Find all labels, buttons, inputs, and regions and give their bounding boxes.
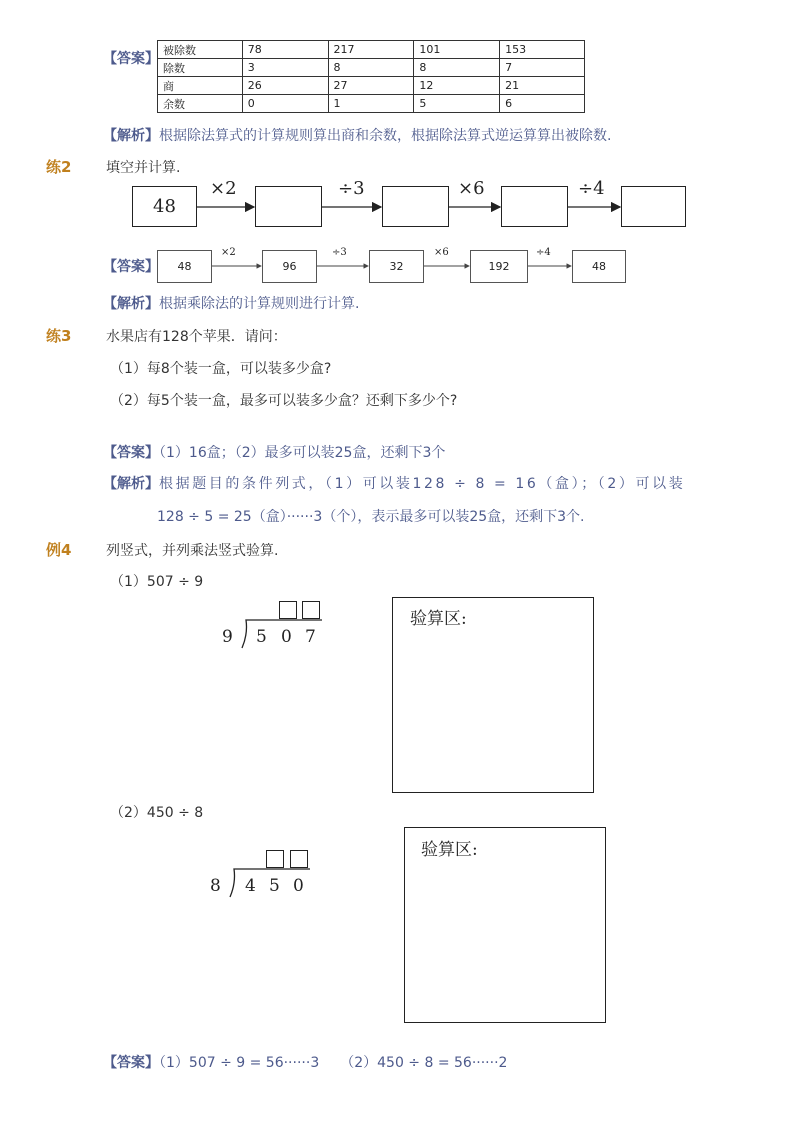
analysis-text: 根据乘除法的计算规则进行计算.	[159, 296, 360, 312]
answer-tag: 【答案】	[103, 259, 159, 275]
row-label: 余数	[158, 95, 243, 113]
cell: 1	[328, 95, 414, 113]
cell: 153	[500, 41, 585, 59]
answer-flow-box: 48	[572, 250, 626, 283]
quotient-blank[interactable]	[266, 850, 284, 868]
example-label-4: 例4	[46, 541, 72, 559]
exercise-label-2: 练2	[46, 158, 72, 176]
analysis-3	[103, 473, 685, 493]
cell: 7	[500, 59, 585, 77]
analysis-text: 根据题目的条件列式，（1）可以装128 ÷ 8 = 16（盒）；（2）可以装	[159, 476, 686, 492]
operator-label: ÷3	[338, 178, 365, 199]
row-label: 商	[158, 77, 243, 95]
cell: 27	[328, 77, 414, 95]
cell: 5	[414, 95, 500, 113]
answer-tag: 【答案】	[103, 445, 159, 461]
exercise-label-3: 练3	[46, 327, 72, 345]
row-label: 被除数	[158, 41, 243, 59]
example-4-text: 列竖式，并列乘法竖式验算.	[106, 543, 279, 559]
cell: 21	[500, 77, 585, 95]
cell: 26	[242, 77, 328, 95]
answer-text: （1）507 ÷ 9 = 56······3 （2）450 ÷ 8 = 56······2	[159, 1055, 508, 1071]
answer-4	[103, 1052, 507, 1072]
exercise-2-text: 填空并计算.	[106, 160, 181, 176]
answer-flow-box: 48	[157, 250, 212, 283]
operator-label: ÷4	[536, 247, 551, 258]
cell: 12	[414, 77, 500, 95]
cell: 101	[414, 41, 500, 59]
dividend-digit: 5	[269, 876, 280, 896]
analysis-tag: 【解析】	[103, 476, 159, 492]
cell: 0	[242, 95, 328, 113]
cell: 217	[328, 41, 414, 59]
answer-tag: 【答案】	[103, 51, 159, 67]
quotient-blank[interactable]	[302, 601, 320, 619]
operator-label: ÷3	[332, 247, 347, 258]
answer-3	[103, 442, 445, 462]
operator-label: ×6	[434, 247, 449, 258]
operator-label: ×6	[458, 178, 485, 199]
divisor: 9	[222, 627, 233, 647]
dividend-digit: 5	[256, 627, 267, 647]
question-1: （1）507 ÷ 9	[110, 574, 204, 590]
cell: 8	[328, 59, 414, 77]
analysis-text-line2: 128 ÷ 5 = 25（盒）······3（个），表示最多可以装25盒，还剩下3个.	[157, 509, 585, 525]
analysis-tag: 【解析】	[103, 128, 159, 144]
analysis-2	[103, 293, 359, 313]
dividend-digit: 4	[245, 876, 256, 896]
question-2: （2）每5个装一盒，最多可以装多少盒？还剩下多少个?	[110, 393, 458, 409]
dividend-digit: 7	[305, 627, 316, 647]
check-area-title: 验算区:	[410, 609, 467, 629]
answer-text: （1）16盒；（2）最多可以装25盒，还剩下3个	[159, 445, 446, 461]
operator-label: ×2	[221, 247, 236, 258]
row-label: 除数	[158, 59, 243, 77]
cell: 3	[242, 59, 328, 77]
operator-label: ÷4	[578, 178, 605, 199]
question-1: （1）每8个装一盒，可以装多少盒?	[110, 361, 332, 377]
analysis-tag: 【解析】	[103, 296, 159, 312]
answer-tag: 【答案】	[103, 1055, 159, 1071]
flow-start-box: 48	[132, 186, 197, 227]
cell: 8	[414, 59, 500, 77]
analysis-text: 根据除法算式的计算规则算出商和余数，根据除法算式逆运算算出被除数.	[159, 128, 612, 144]
answer-flow-box: 32	[369, 250, 424, 283]
check-area-title: 验算区:	[421, 840, 478, 860]
dividend-digit: 0	[281, 627, 292, 647]
operator-label: ×2	[210, 178, 237, 199]
divisor: 8	[210, 876, 221, 896]
answer-flow-box: 192	[470, 250, 528, 283]
cell: 6	[500, 95, 585, 113]
dividend-digit: 0	[293, 876, 304, 896]
question-2: （2）450 ÷ 8	[110, 805, 204, 821]
quotient-blank[interactable]	[290, 850, 308, 868]
quotient-blank[interactable]	[279, 601, 297, 619]
cell: 78	[242, 41, 328, 59]
exercise-3-text: 水果店有128个苹果．请问：	[106, 329, 287, 345]
answer-flow-box: 96	[262, 250, 317, 283]
